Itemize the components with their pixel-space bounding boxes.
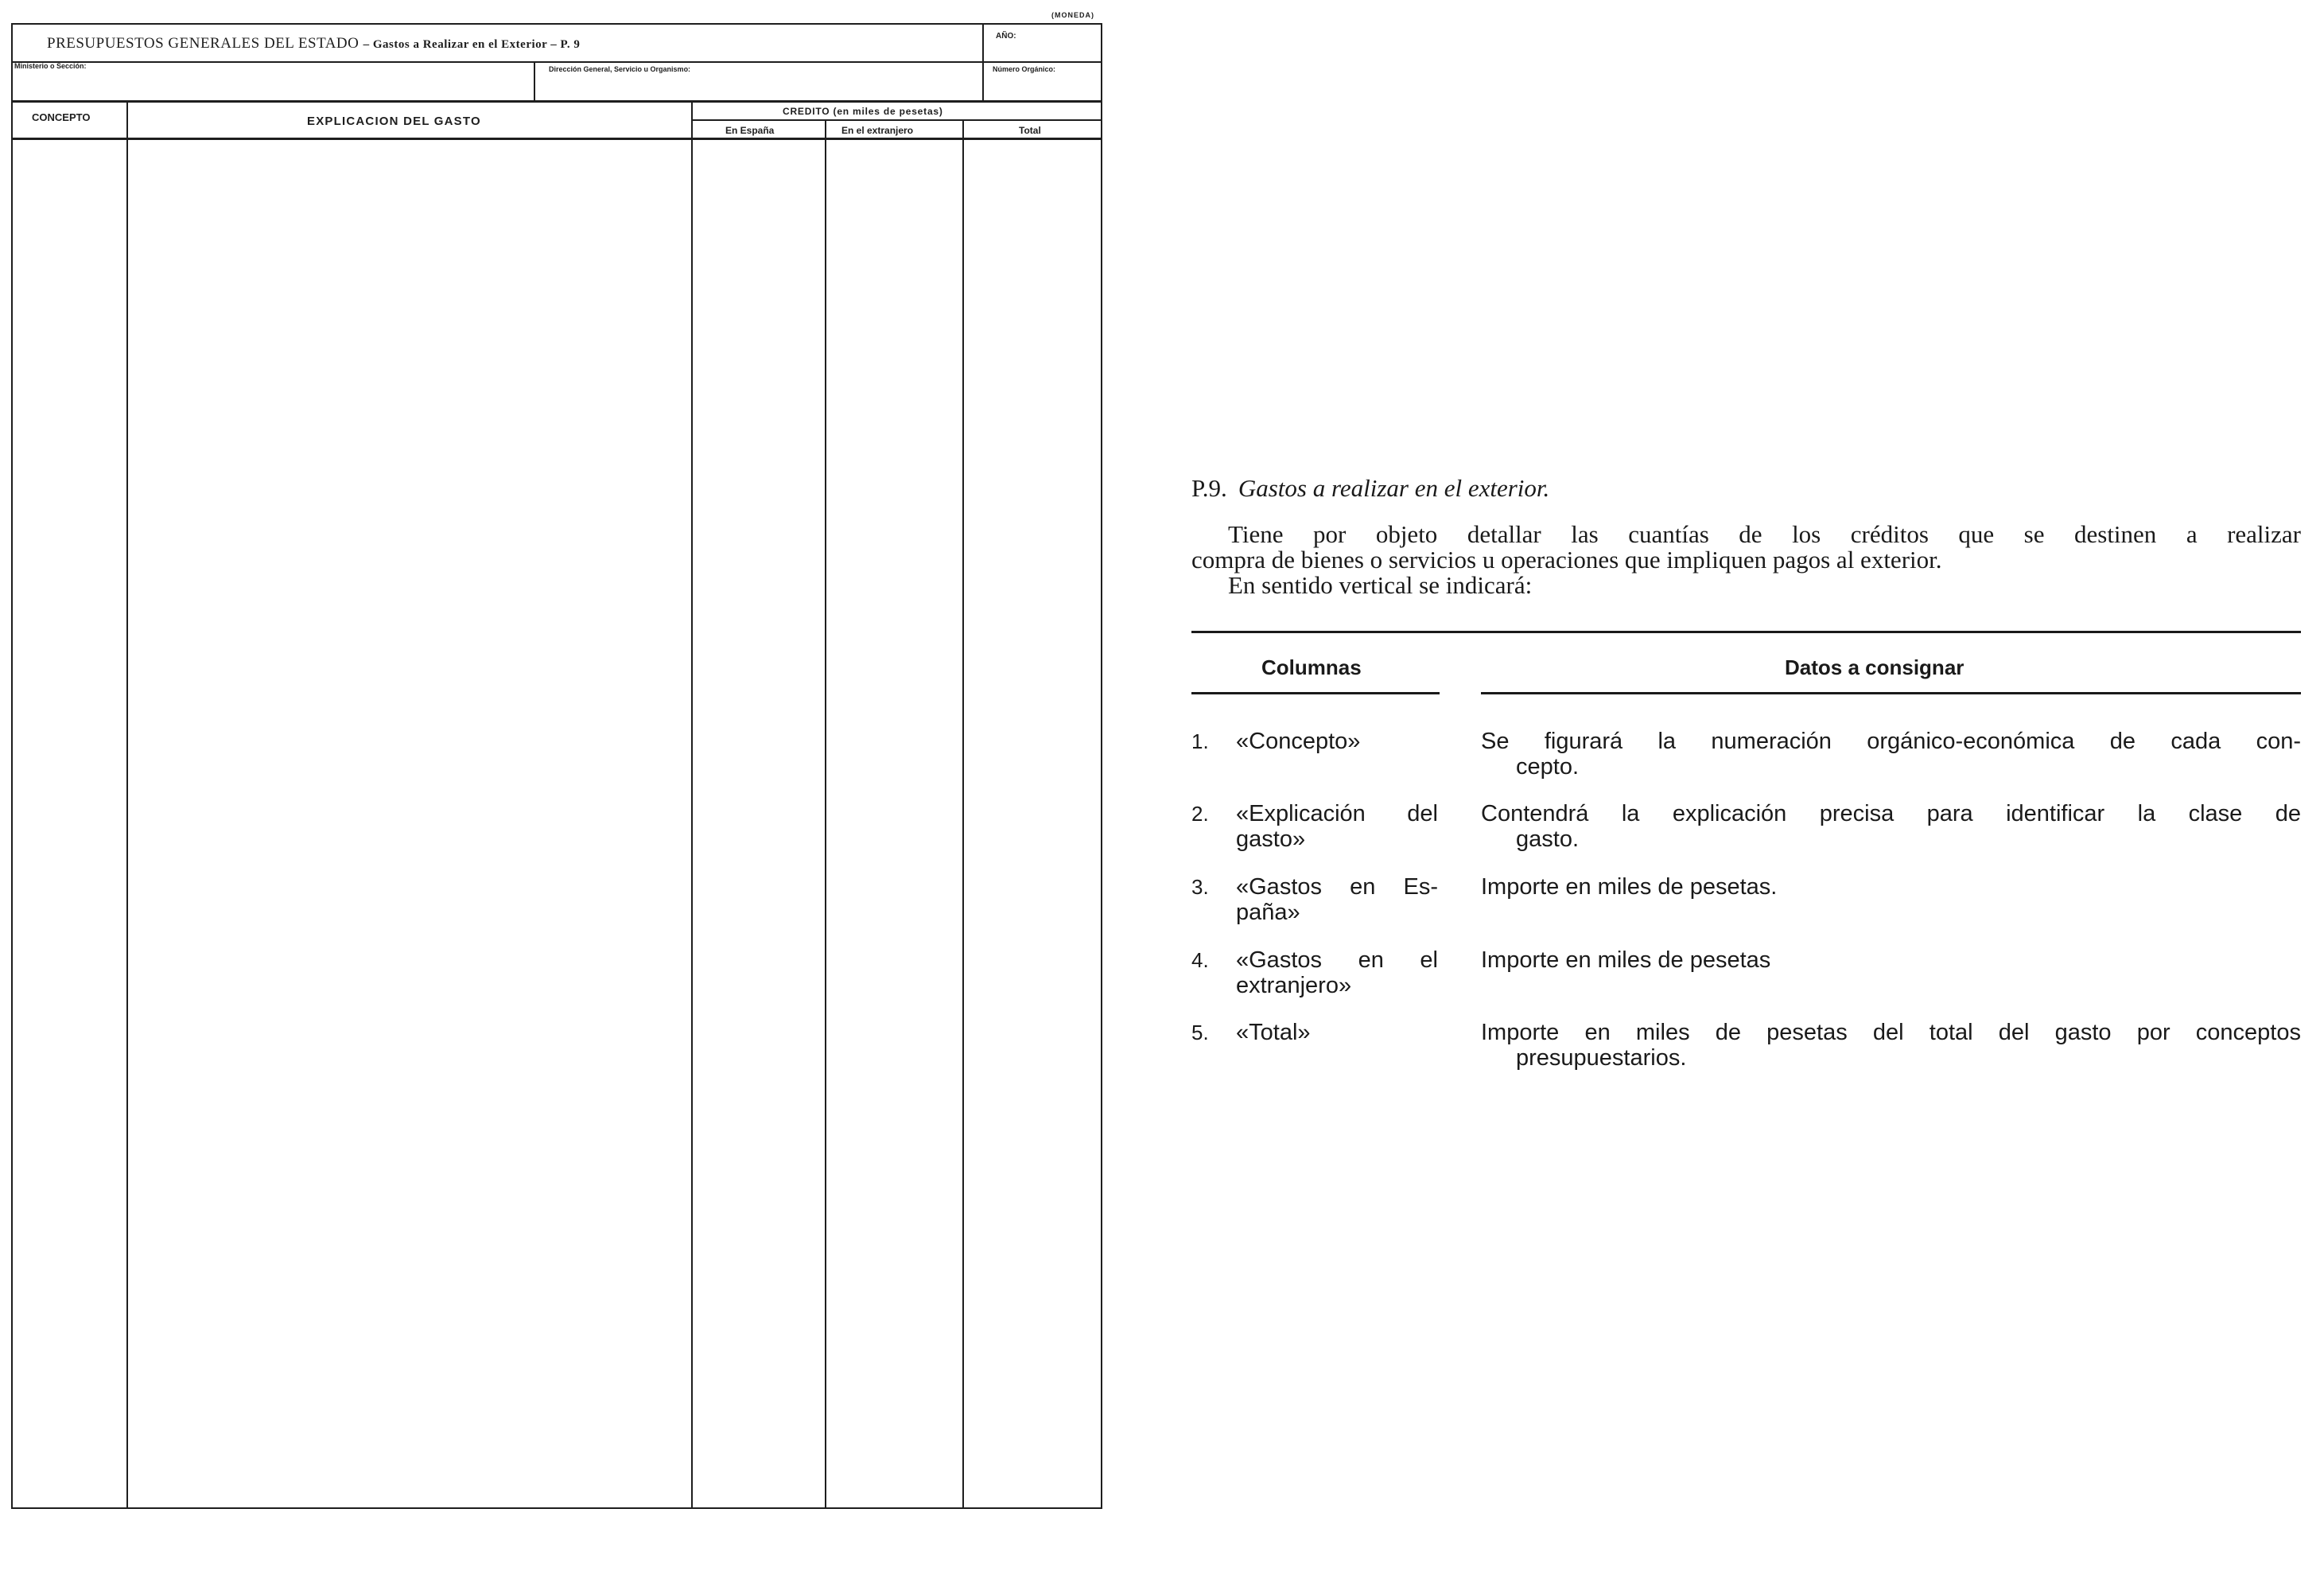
item-description: [1481, 729, 2301, 780]
item-desc-line: Importe en miles de pesetas del total del gasto por conceptos: [1481, 1020, 2301, 1045]
table-head-rule-right: [1481, 692, 2301, 694]
form-col-extranjero: En el extranjero: [841, 125, 914, 136]
intro-line-2: compra de bienes o servicios u operaciones que impliquen pagos al exterior.: [1191, 546, 1942, 574]
form-col-explicacion: EXPLICACION DEL GASTO: [307, 115, 481, 128]
item-number: 2.: [1191, 802, 1209, 826]
item-name-line: paña»: [1236, 900, 1300, 925]
item-number: 1.: [1191, 729, 1209, 753]
form-divider-row1: [11, 61, 1102, 63]
item-desc-line: Se figurará la numeración orgánico-económica de cada con-: [1481, 729, 2301, 754]
form-col-line-4: [962, 119, 964, 1509]
item-column-name: [1236, 729, 1438, 754]
form-divider-row2: [11, 100, 1102, 103]
intro-line-1: Tiene por objeto detallar las cuantías de los créditos que se destinen a realizar: [1228, 520, 2301, 548]
form-numero-label: Número Orgánico:: [993, 65, 1056, 73]
table-head-rule-left: [1191, 692, 1440, 694]
form-ano-label: AÑO:: [996, 32, 1016, 41]
form-title-sub: – Gastos a Realizar en el Exterior – P. 9: [363, 38, 581, 51]
item-column-name: [1236, 1020, 1438, 1045]
item-description: [1481, 801, 2301, 852]
item-desc-line: gasto.: [1516, 826, 1579, 852]
form-col-espana: En España: [725, 125, 775, 136]
form-col-line-3: [825, 119, 826, 1509]
form-credito-header: CREDITO (en miles de pesetas): [783, 106, 943, 117]
form-border-right: [1101, 23, 1102, 1509]
form-col-concepto: CONCEPTO: [32, 111, 91, 123]
item-column-name: [1236, 874, 1438, 925]
form-col-line-1: [126, 100, 128, 1509]
item-name-line: «Concepto»: [1236, 729, 1361, 754]
form-col-total: Total: [1019, 125, 1041, 136]
form-border-top: [11, 23, 1102, 25]
intro-paragraph: [1191, 522, 2301, 598]
item-desc-line: cepto.: [1516, 754, 1579, 780]
item-column-name: [1236, 801, 1438, 852]
item-description: [1481, 874, 2301, 900]
item-name-line: «Explicación del: [1236, 801, 1438, 826]
item-desc-line: Contendrá la explicación precisa para identificar la clase de: [1481, 801, 2301, 826]
form-ministerio-label: Ministerio o Sección:: [14, 62, 87, 70]
item-name-line: «Total»: [1236, 1020, 1311, 1045]
item-name-line: «Gastos en Es-: [1236, 874, 1438, 900]
table-top-rule: [1191, 631, 2301, 633]
form-col-line-2: [691, 100, 693, 1509]
section-heading: [1191, 474, 1549, 503]
form-divider-direccion: [534, 61, 535, 102]
item-number: 3.: [1191, 875, 1209, 899]
form-direccion-label: Dirección General, Servicio u Organismo:: [549, 65, 691, 73]
form-divider-credito: [691, 119, 1102, 121]
item-number: 4.: [1191, 948, 1209, 972]
item-desc-line: Importe en miles de pesetas: [1481, 947, 1771, 973]
item-column-name: [1236, 947, 1438, 998]
form-border-bottom: [11, 1507, 1102, 1509]
form-divider-header-bottom: [11, 138, 1102, 140]
item-name-line: extranjero»: [1236, 973, 1352, 998]
table-head-columnas: Columnas: [1261, 655, 1362, 679]
item-desc-line: presupuestarios.: [1516, 1045, 1687, 1071]
table-head-datos: Datos a consignar: [1785, 655, 1965, 679]
item-number: 5.: [1191, 1021, 1209, 1044]
intro-line-3: En sentido vertical se indicará:: [1228, 571, 1533, 599]
item-name-line: «Gastos en el: [1236, 947, 1438, 973]
item-description: [1481, 1020, 2301, 1071]
item-desc-line: Importe en miles de pesetas.: [1481, 874, 1778, 900]
section-title: Gastos a realizar en el exterior.: [1238, 474, 1550, 502]
form-moneda-label: (MONEDA): [1051, 11, 1094, 19]
form-title: [47, 35, 580, 52]
budget-form-p9: [11, 0, 1102, 1511]
item-description: [1481, 947, 2301, 973]
form-border-left: [11, 23, 13, 1509]
section-code: P.9.: [1191, 474, 1227, 502]
item-name-line: gasto»: [1236, 826, 1306, 852]
form-title-main: PRESUPUESTOS GENERALES DEL ESTADO: [47, 35, 359, 52]
